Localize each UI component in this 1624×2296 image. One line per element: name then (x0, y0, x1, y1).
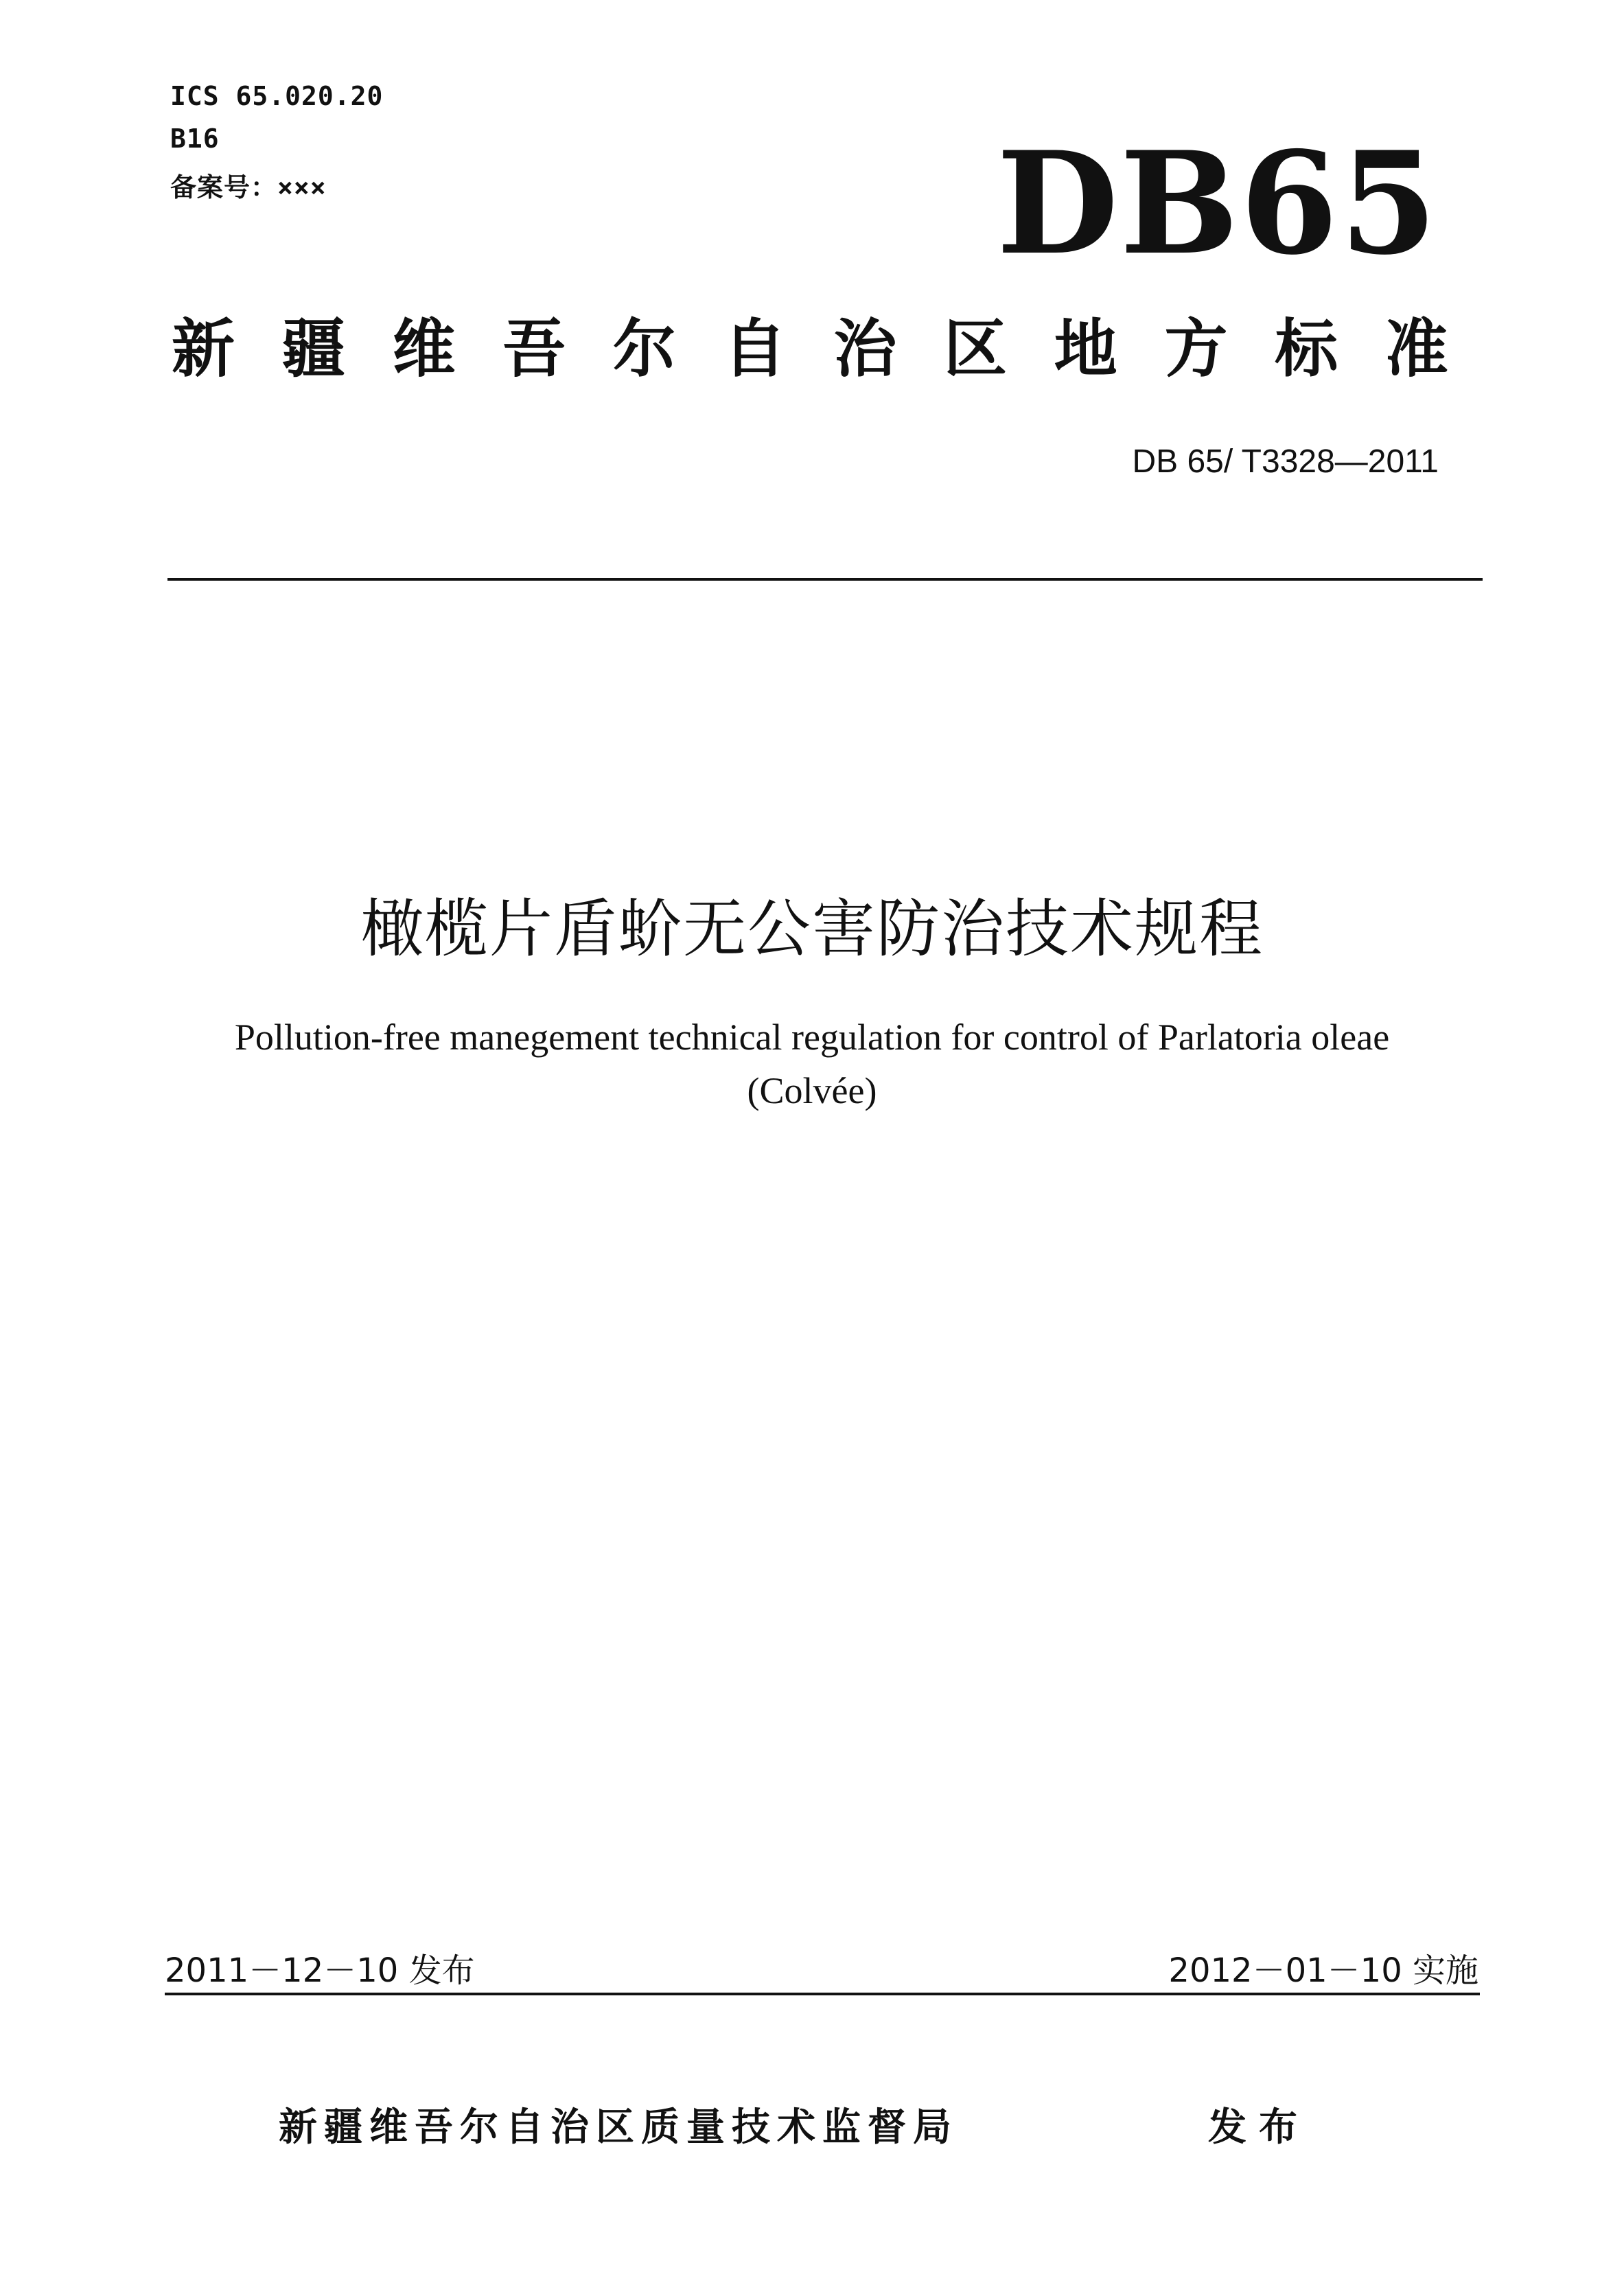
heading-char: 区 (944, 312, 1008, 386)
effective-date: 2012－01－10 实施 (1168, 1951, 1478, 1990)
classification-code: B16 (170, 124, 220, 154)
filing-number: 备案号：××× (170, 172, 327, 202)
heading-char: 维 (392, 312, 456, 386)
heading-char: 准 (1384, 312, 1448, 386)
footer-divider (165, 1993, 1480, 1995)
document-title-en-line2: (Colvée) (747, 1070, 877, 1111)
heading-char: 尔 (612, 312, 676, 386)
heading-char: 方 (1164, 312, 1228, 386)
heading-char: 吾 (502, 312, 566, 386)
heading-char: 新 (172, 312, 235, 386)
heading-char: 疆 (281, 312, 345, 386)
heading-char: 标 (1275, 312, 1338, 386)
ics-code: ICS 65.020.20 (170, 81, 384, 111)
document-title-en-line1: Pollution-free manegement technical regulation for control of Parlatoria oleae (234, 1017, 1390, 1058)
standard-logo: DB65 (996, 121, 1439, 286)
issuing-authority: 新疆维吾尔自治区质量技术监督局 (279, 2105, 958, 2150)
document-title-zh: 橄榄片盾蚧无公害防治技术规程 (360, 892, 1264, 966)
heading-char: 地 (1054, 312, 1117, 386)
issue-action: 发布 (1208, 2105, 1310, 2150)
heading-char: 自 (723, 312, 787, 386)
heading-char: 治 (833, 312, 897, 386)
standard-number: DB 65/ T3328—2011 (1132, 443, 1439, 480)
publish-date: 2011－12－10 发布 (165, 1951, 475, 1990)
standard-type-heading (172, 314, 1448, 384)
header-divider (167, 578, 1483, 581)
